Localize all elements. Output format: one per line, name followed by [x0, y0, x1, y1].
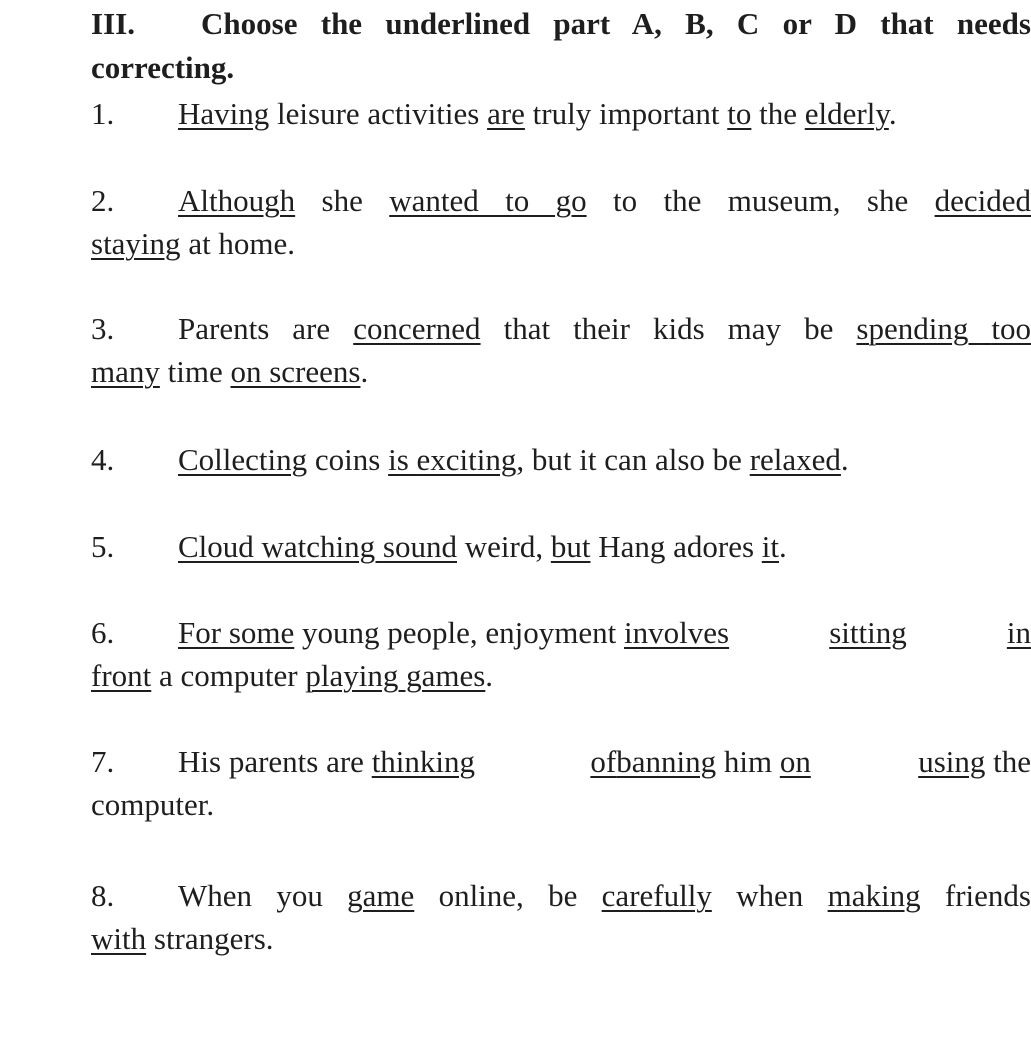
option-b: wanted to go [389, 183, 587, 218]
section-number: III. [91, 6, 135, 41]
option-d: with [91, 921, 147, 956]
question-text: Parents are [178, 311, 354, 346]
question-number: 2. [91, 183, 115, 218]
question-text: coins [307, 442, 389, 477]
option-c: too [991, 311, 1031, 346]
question-number: 3. [91, 311, 115, 346]
option-c: decided [934, 183, 1031, 218]
question-text: truly important [524, 96, 728, 131]
option-c: to [727, 96, 752, 131]
question-1 [91, 92, 1031, 135]
option-b: are [487, 96, 525, 131]
question-text: the [985, 744, 1031, 779]
question-number: 8. [91, 878, 115, 913]
option-a: Cloud watching [178, 529, 383, 564]
option-b-of: of [590, 744, 617, 779]
question-number: 7. [91, 744, 115, 779]
question-text: . [360, 354, 369, 389]
option-a: concerned [353, 311, 481, 346]
question-text: the [751, 96, 805, 131]
playing-games-text: playing games [305, 658, 486, 693]
question-text: online, be [414, 878, 602, 913]
option-a: game [347, 878, 415, 913]
question-text: computer. [91, 787, 215, 822]
question-number: 5. [91, 529, 115, 564]
question-text: young people, enjoyment [294, 615, 624, 650]
option-b-banning: banning [616, 744, 717, 779]
question-3 [91, 307, 1031, 393]
question-4 [91, 438, 1031, 481]
option-d: elderly [804, 96, 889, 131]
question-number: 6. [91, 615, 115, 650]
question-text: him [716, 744, 780, 779]
question-text: . [779, 529, 787, 564]
option-c: making [827, 878, 921, 913]
option-a: thinking [371, 744, 476, 779]
option-d: staying [91, 226, 181, 261]
option-b: carefully [601, 878, 712, 913]
question-text: strangers. [146, 921, 274, 956]
option-c: exciting [416, 442, 517, 477]
question-text: Hang adores [590, 529, 762, 564]
question-text: When you [178, 878, 348, 913]
option-d: on screens [230, 354, 361, 389]
option-a: For some [178, 615, 295, 650]
section-instruction: Choose the underlined part A, B, C or D that needs [201, 6, 1031, 41]
section-instruction-cont: correcting. [91, 50, 235, 85]
question-8 [91, 874, 1031, 960]
question-text: a computer [151, 658, 306, 693]
option-d: in [1006, 615, 1031, 650]
question-text: she [295, 183, 390, 218]
question-7 [91, 740, 1031, 826]
option-b [582, 744, 716, 779]
question-number: 4. [91, 442, 115, 477]
question-text: friends [920, 878, 1031, 913]
option-c-cont: many [91, 354, 160, 389]
question-6 [91, 611, 1031, 697]
option-a: Collecting [178, 442, 308, 477]
option-a: Having [178, 96, 270, 131]
question-number: 1. [91, 96, 115, 131]
option-d: using [918, 744, 986, 779]
option-b: is [388, 442, 417, 477]
question-text: . [485, 658, 494, 693]
section-heading [91, 2, 1031, 90]
question-5 [91, 525, 1031, 568]
option-b: involves [624, 615, 730, 650]
option-d: it [761, 529, 780, 564]
question-text: that their kids may be [480, 311, 857, 346]
question-text: time [159, 354, 231, 389]
question-text: . [840, 442, 849, 477]
option-d: relaxed [749, 442, 841, 477]
option-b: spending [856, 311, 992, 346]
option-a: Although [178, 183, 296, 218]
question-text: His parents are [178, 744, 372, 779]
question-text: leisure activities [269, 96, 488, 131]
question-text: , but it can also be [516, 442, 750, 477]
option-c: but [550, 529, 591, 564]
option-c: sitting [829, 615, 907, 650]
option-b: sound [382, 529, 457, 564]
question-text: . [888, 96, 897, 131]
question-text: to the museum, she [586, 183, 935, 218]
option-d-cont: front [91, 658, 152, 693]
question-text: when [711, 878, 828, 913]
option-c: on [779, 744, 811, 779]
question-text: at home. [180, 226, 296, 261]
question-2 [91, 179, 1031, 265]
question-text: weird, [457, 529, 551, 564]
